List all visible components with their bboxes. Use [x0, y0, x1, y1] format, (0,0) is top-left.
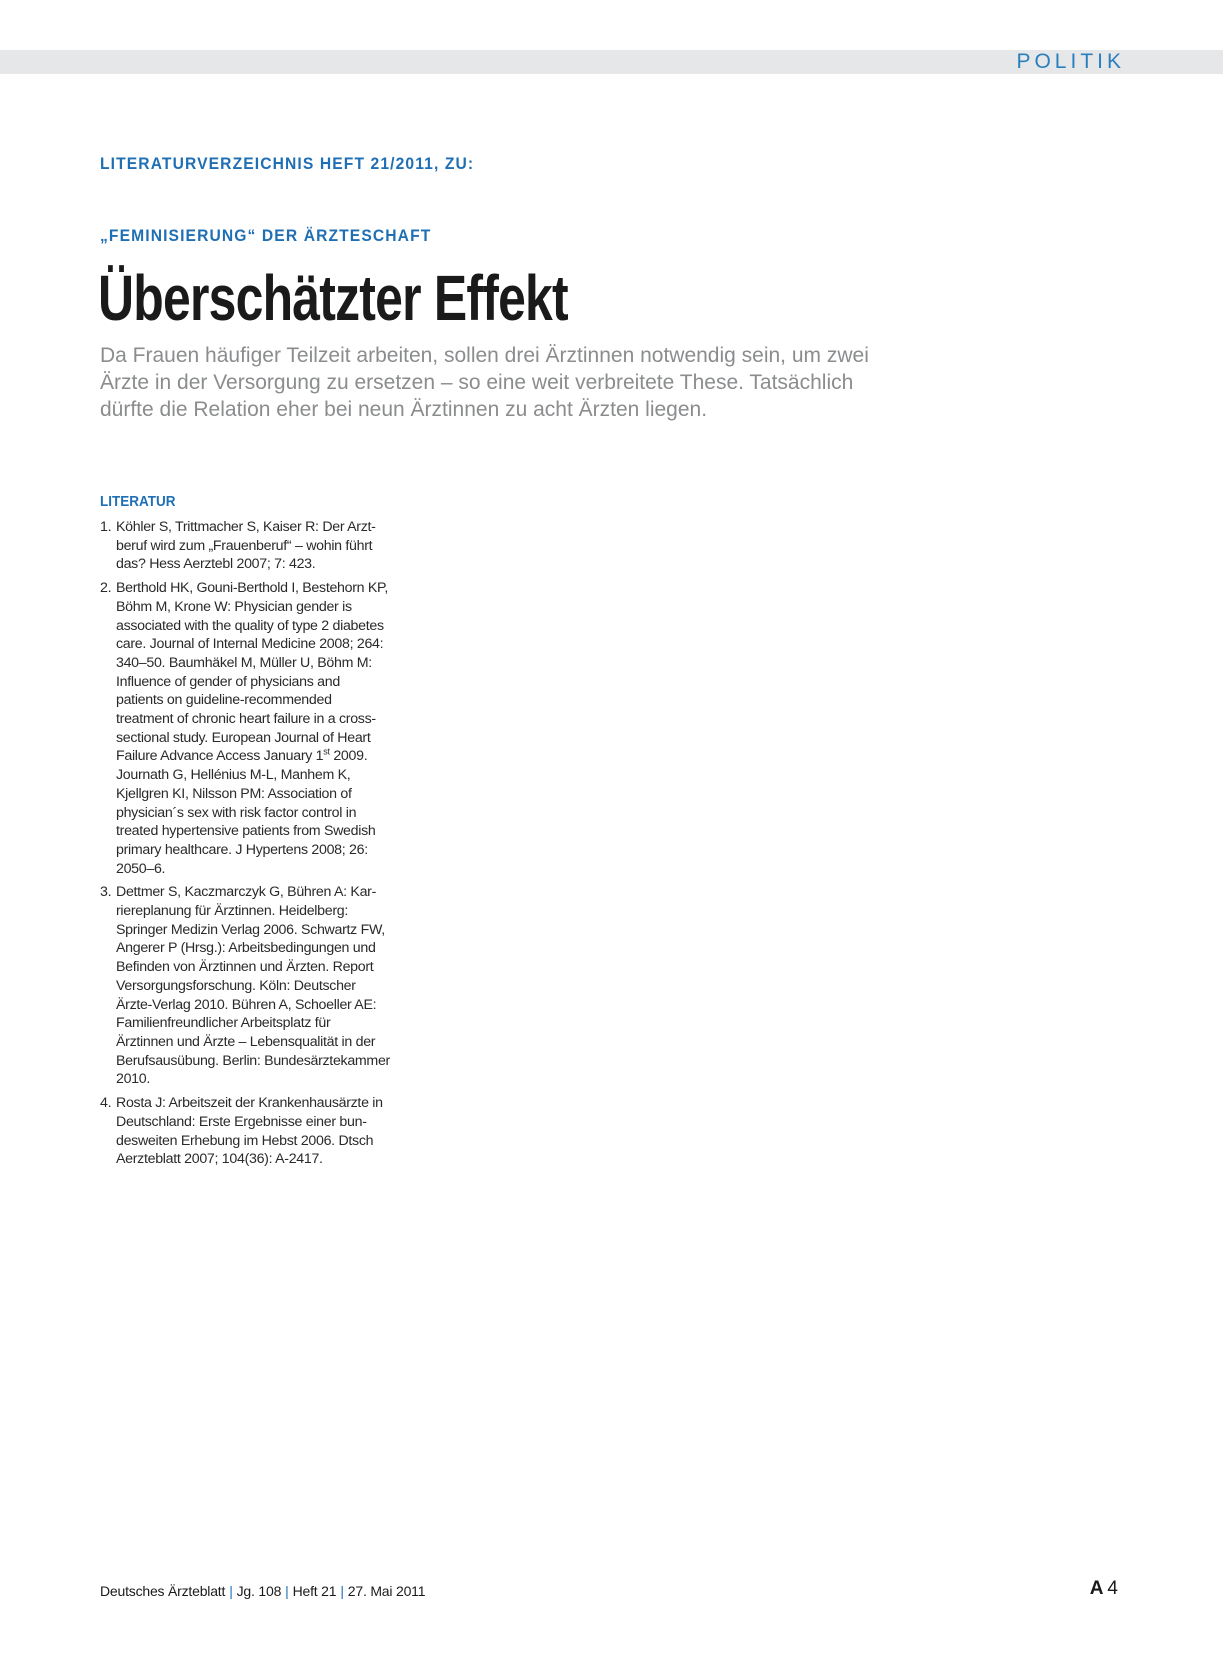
footer-separator: |	[340, 1583, 344, 1599]
reference-list	[100, 518, 390, 1174]
page-letter: A	[1089, 1578, 1104, 1599]
issue-date: 27. Mai 2011	[347, 1583, 426, 1599]
reference-item	[100, 518, 390, 574]
page-footer	[100, 1583, 425, 1599]
literature-title: LITERATUR	[100, 493, 176, 510]
section-label: POLITIK	[1016, 50, 1125, 73]
footer-separator: |	[229, 1583, 233, 1599]
reference-text: Berthold HK, Gouni-Berthold I, Bestehorn KP, Böhm M, Krone W: Physician gender is associated with the quality of type 2 diabetes care. Journal of Internal Medicine 2008; 264: 340–50. Baumhäkel M, Müller U, Böhm M: Influence of gender of physicians and patients on guideline-recommended treatment of chronic heart failure in a cross-sectional study. European Journal of Heart Failure Advance Access January 1	[116, 580, 389, 765]
reference-text: Dettmer S, Kaczmarczyk G, Bühren A: Karriereplanung für Ärztinnen. Heidelberg: Springer Medizin Verlag 2006. Schwartz FW, Angerer P (Hrsg.): Arbeitsbedingungen und Befinden von Ärztinnen und Ärzten. Report Versorgungsforschung. Köln: Deutscher Ärzte-Verlag 2010. Bühren A, Schoeller AE: Familienfreundlicher Arbeitsplatz für Ärztinnen und Ärzte – Lebensqualität in der Berufsausübung. Berlin: Bundesärztekammer 2010.	[116, 884, 390, 1088]
ordinal-suffix: st	[323, 746, 330, 757]
article-lead: Da Frauen häufiger Teilzeit arbeiten, sollen drei Ärztinnen notwendig sein, um zwei Ärzte in der Versorgung zu ersetzen – so eine weit verbreitete These. Tatsächlich dürfte die Relation eher bei neun Ärztinnen zu acht Ärzten liegen.	[100, 344, 869, 421]
reference-number: 1.	[100, 519, 112, 535]
page-number-value: 4	[1107, 1578, 1118, 1599]
footer-separator: |	[285, 1583, 289, 1599]
reference-number: 2.	[100, 580, 112, 597]
reference-item	[100, 1094, 390, 1169]
reference-number: 4.	[100, 1095, 112, 1112]
article-kicker: „FEMINISIERUNG“ DER ÄRZTESCHAFT	[100, 226, 432, 245]
reference-text: Rosta J: Arbeitszeit der Krankenhausärzte in Deutschland: Erste Ergebnisse einer bundesweiten Erhebung im Hebst 2006. Dtsch Aerzteblatt 2007; 104(36): A-2417.	[116, 1095, 383, 1168]
reference-item	[100, 579, 390, 878]
reference-item	[100, 883, 390, 1089]
reference-kicker: LITERATURVERZEICHNIS HEFT 21/2011, ZU:	[100, 154, 475, 173]
reference-text: Köhler S, Trittmacher S, Kaiser R: Der Arztberuf wird zum „Frauenberuf“ – wohin führt das? Hess Aerztebl 2007; 7: 423.	[116, 519, 376, 573]
journal-name: Deutsches Ärzteblatt	[100, 1583, 226, 1599]
journal-volume: Jg. 108	[236, 1583, 282, 1599]
reference-text-continued: 2009. Journath G, Hellénius M-L, Manhem K, Kjellgren KI, Nilsson PM: Association of physician´s sex with risk factor control in treated hypertensive patients from Swedish primary healthcare. J Hypertens 2008; 26: 2050–6.	[116, 748, 376, 877]
article-headline: Überschätzter Effekt	[98, 262, 568, 334]
journal-issue: Heft 21	[292, 1583, 337, 1599]
page-number	[1090, 1578, 1118, 1600]
reference-number: 3.	[100, 884, 112, 901]
